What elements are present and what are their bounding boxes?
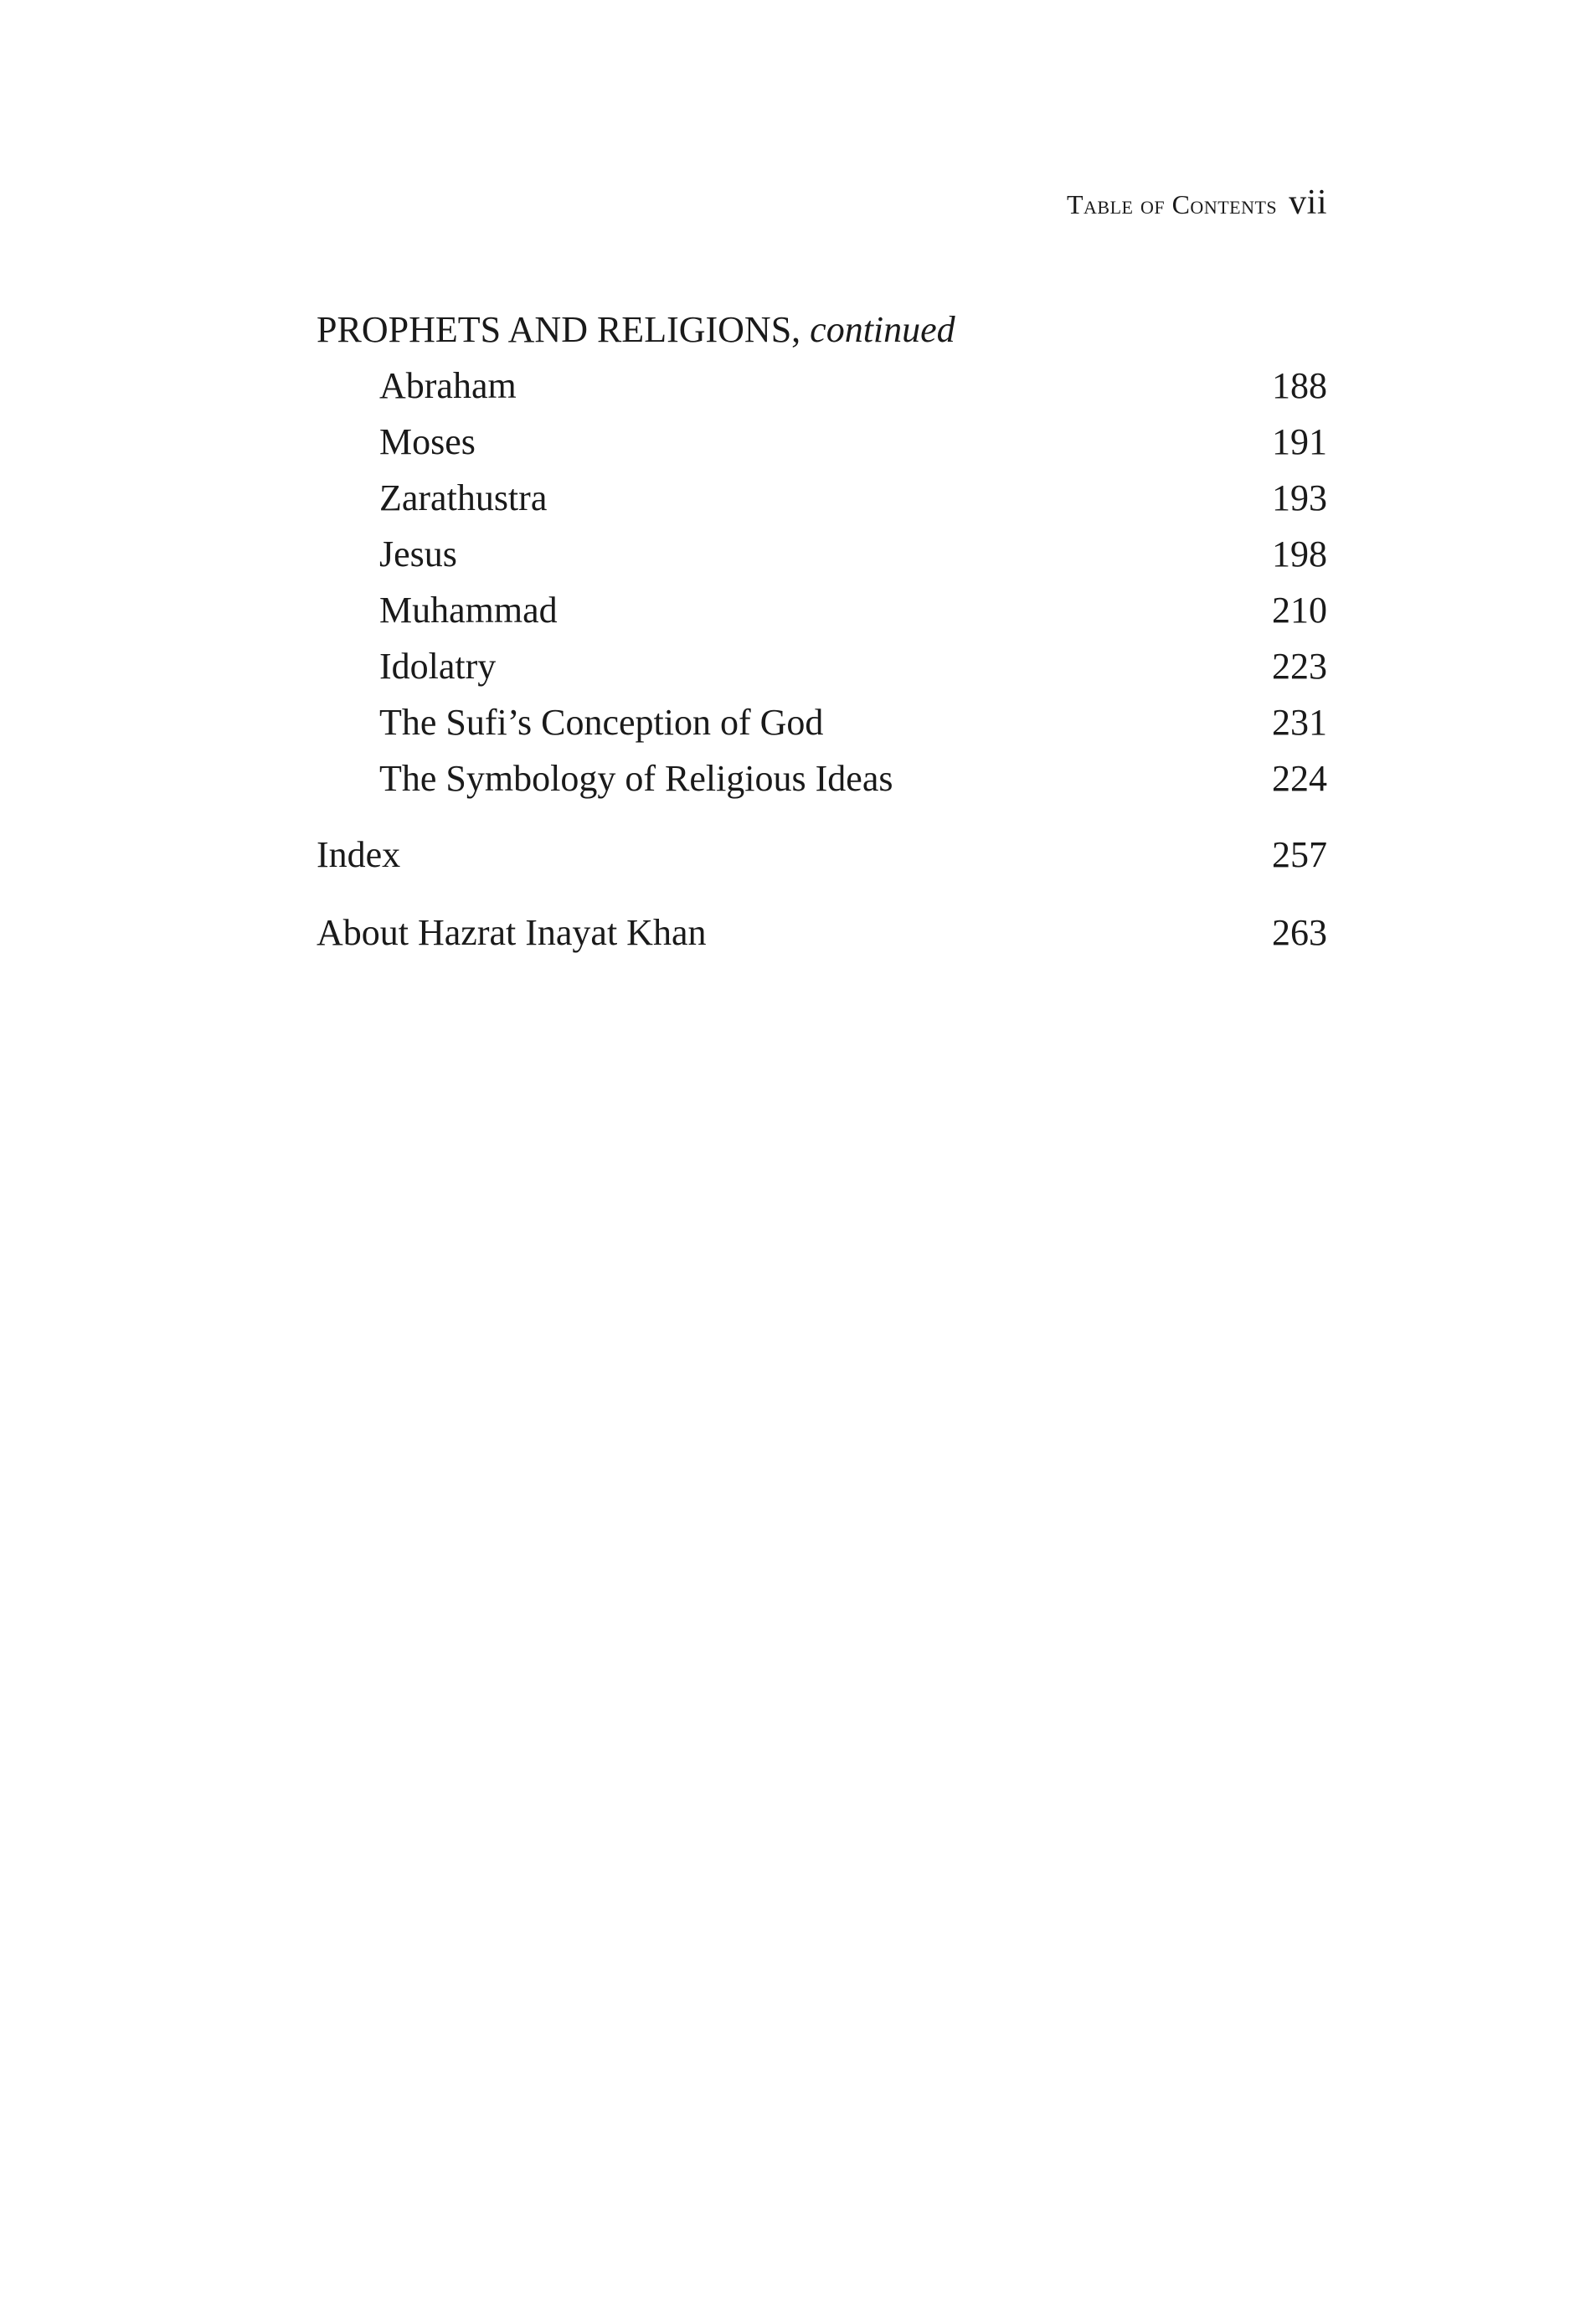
section-heading-continued: continued [810,309,955,350]
toc-entry-title: Jesus [379,533,457,575]
section-heading [317,301,1327,358]
toc-entry-title: Abraham [379,365,517,406]
toc-entry-title: Index [317,834,401,875]
toc-entry-moses[interactable] [317,414,1327,470]
toc-entry-about-author[interactable] [317,904,1327,961]
toc-entry-idolatry[interactable] [317,638,1327,694]
toc-entry-page: 210 [1272,590,1327,631]
toc-entry-jesus[interactable] [317,526,1327,582]
toc-entry-page: 193 [1272,477,1327,518]
section-heading-title: PROPHETS AND RELIGIONS, [317,309,801,350]
toc-entry-title: About Hazrat Inayat Khan [317,912,707,953]
toc-entry-index[interactable] [317,827,1327,884]
toc-entry-title: Zarathustra [379,477,548,518]
toc-entry-title: Idolatry [379,646,497,687]
running-head-title: Table of Contents [1066,189,1278,219]
toc-entry-page: 188 [1272,365,1327,406]
toc-entry-symbology-of-religious-ideas[interactable] [317,750,1327,806]
toc-entry-page: 191 [1272,421,1327,462]
toc-entry-page: 223 [1272,646,1327,687]
toc-entry-abraham[interactable] [317,358,1327,414]
toc-entry-sufi-conception-of-god[interactable] [317,694,1327,750]
toc-entry-page: 231 [1272,702,1327,743]
running-head [1067,183,1327,223]
toc-entry-title: Moses [379,421,476,462]
toc-entry-title: Muhammad [379,590,558,631]
toc-entry-page: 263 [1272,912,1327,953]
toc-entry-title: The Symbology of Religious Ideas [379,758,893,799]
table-of-contents [317,301,1327,961]
page-folio: vii [1289,183,1327,222]
toc-entry-zarathustra[interactable] [317,470,1327,526]
toc-entry-page: 257 [1272,834,1327,875]
toc-entry-page: 224 [1272,758,1327,799]
toc-entry-page: 198 [1272,533,1327,575]
toc-entry-title: The Sufi’s Conception of God [379,702,824,743]
toc-entry-muhammad[interactable] [317,582,1327,638]
